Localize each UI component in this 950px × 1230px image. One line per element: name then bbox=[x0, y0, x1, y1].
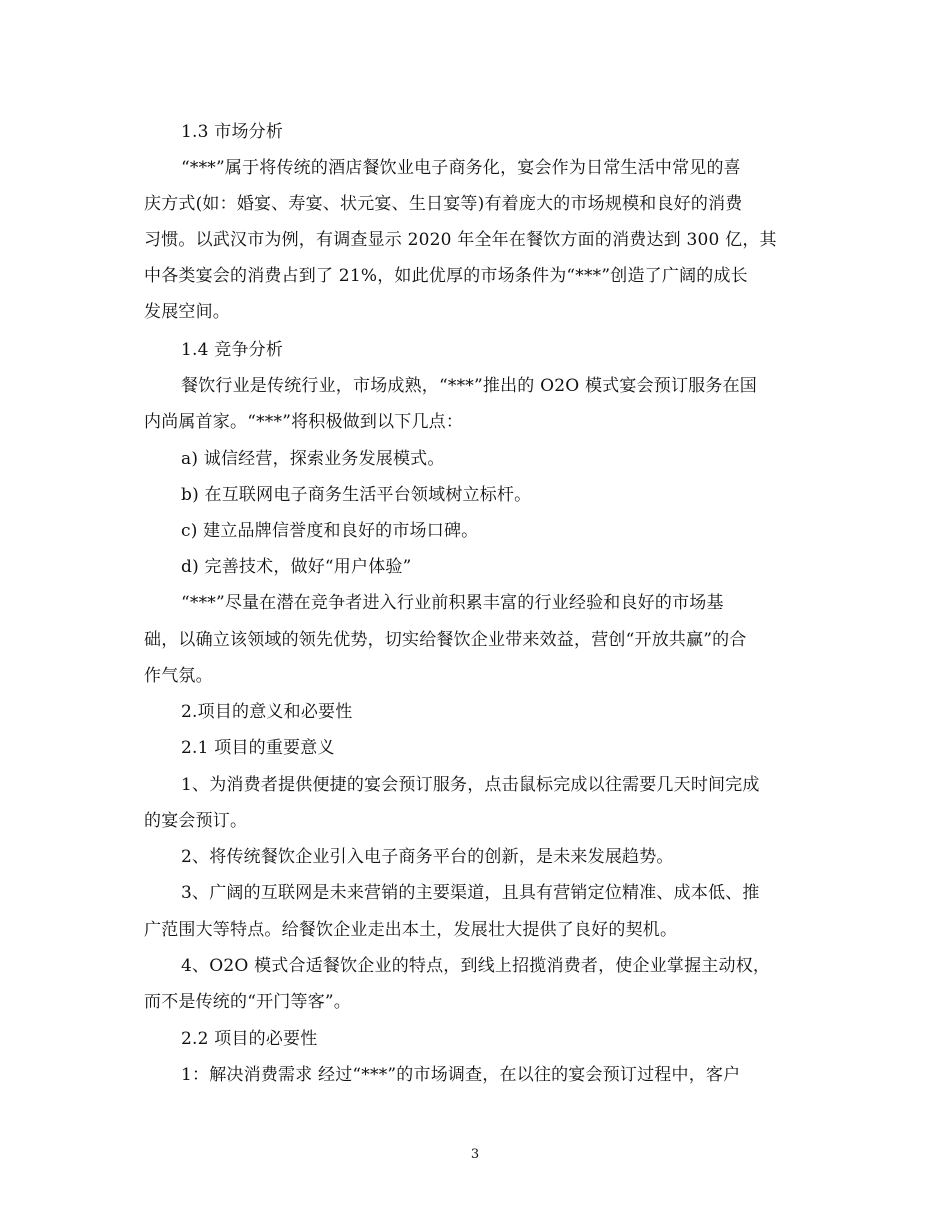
list-item-c: c) 建立品牌信誉度和良好的市场口碑。 bbox=[181, 521, 479, 541]
paragraph-line: 作气氛。 bbox=[144, 666, 213, 686]
paragraph-line: 2、将传统餐饮企业引入电子商务平台的创新，是未来发展趋势。 bbox=[181, 847, 674, 867]
section-heading-2-1: 2.1 项目的重要意义 bbox=[181, 738, 335, 758]
paragraph-line: 4、O2O 模式合适餐饮企业的特点，到线上招揽消费者，使企业掌握主动权， bbox=[181, 956, 771, 976]
paragraph-line: 的宴会预订。 bbox=[144, 811, 248, 831]
paragraph-line: 发展空间。 bbox=[144, 302, 230, 322]
page-number: 3 bbox=[470, 1147, 480, 1162]
paragraph-line: 广范围大等特点。给餐饮企业走出本土，发展壮大提供了良好的契机。 bbox=[144, 920, 678, 940]
paragraph-line: 础，以确立该领域的领先优势，切实给餐饮企业带来效益，营创“开放共赢”的合 bbox=[144, 630, 747, 650]
section-heading-2-2: 2.2 项目的必要性 bbox=[181, 1029, 318, 1049]
list-item-d: d) 完善技术，做好“用户体验” bbox=[181, 557, 412, 577]
paragraph-line: 中各类宴会的消费占到了 21%，如此优厚的市场条件为“***”创造了广阔的成长 bbox=[144, 266, 748, 286]
paragraph-line: 而不是传统的“开门等客”。 bbox=[144, 992, 351, 1012]
list-item-a: a) 诚信经营，探索业务发展模式。 bbox=[181, 449, 445, 469]
paragraph-line: “***”尽量在潜在竞争者进入行业前积累丰富的行业经验和良好的市场基 bbox=[181, 593, 724, 613]
paragraph-line: 3、广阔的互联网是未来营销的主要渠道，且具有营销定位精准、成本低、推 bbox=[181, 883, 760, 903]
list-item-b: b) 在互联网电子商务生活平台领域树立标杆。 bbox=[181, 485, 532, 505]
section-heading-1-3: 1.3 市场分析 bbox=[181, 122, 284, 142]
paragraph-line: 庆方式(如：婚宴、寿宴、状元宴、生日宴等)有着庞大的市场规模和良好的消费 bbox=[144, 194, 743, 214]
section-heading-1-4: 1.4 竞争分析 bbox=[181, 340, 284, 360]
section-heading-2: 2.项目的意义和必要性 bbox=[181, 702, 353, 722]
paragraph-line: 1、为消费者提供便捷的宴会预订服务，点击鼠标完成以往需要几天时间完成 bbox=[181, 775, 760, 795]
paragraph-line: 习惯。以武汉市为例，有调查显示 2020 年全年在餐饮方面的消费达到 300 亿，其 bbox=[144, 230, 777, 250]
paragraph-line: 餐饮行业是传统行业，市场成熟，“***”推出的 O2O 模式宴会预订服务在国 bbox=[181, 376, 757, 396]
paragraph-line: 内尚属首家。“***”将积极做到以下几点： bbox=[144, 412, 464, 432]
paragraph-line: “***”属于将传统的酒店餐饮业电子商务化，宴会作为日常生活中常见的喜 bbox=[181, 158, 741, 178]
paragraph-line: 1：解决消费需求 经过“***”的市场调查，在以往的宴会预订过程中，客户 bbox=[181, 1065, 741, 1085]
